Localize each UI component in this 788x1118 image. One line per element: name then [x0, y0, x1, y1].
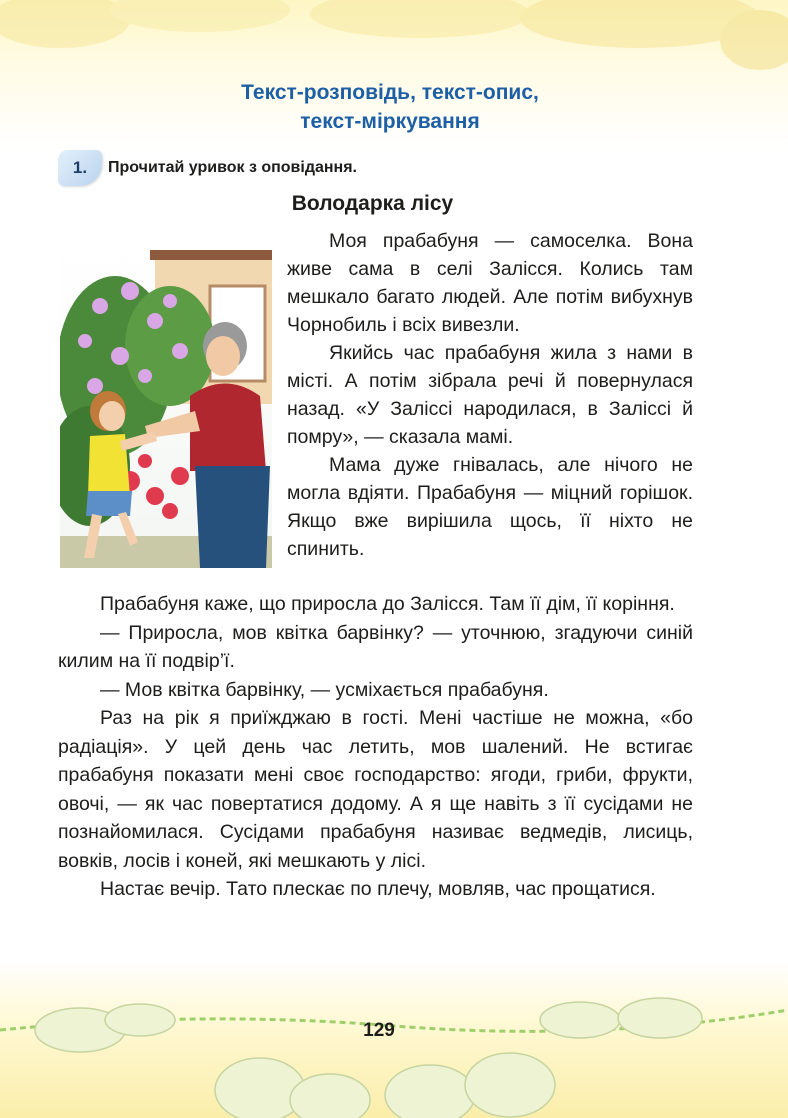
heading-line-1: Текст-розповідь, текст-опис,	[241, 81, 539, 104]
story-paragraph: Мама дуже гнівалась, але нічого не могла вдіяти. Прабабуня — міцний горішок. Якщо вже вирішила щось, її ніхто не спинить.	[287, 454, 693, 560]
bottom-leaf-decoration	[0, 990, 788, 1118]
heading-line-2: текст-міркування	[300, 110, 480, 133]
story-paragraph: Моя прабабуня — самоселка. Вона живе сама в селі Залісся. Колись там мешкало багато людей. Але потім вибухнув Чорнобиль і всіх вивезли.	[287, 230, 693, 336]
top-leaf-decoration	[0, 0, 788, 70]
task-instruction: Прочитай уривок з оповідання.	[108, 159, 357, 176]
story-paragraph: Якийсь час прабабуня жила з нами в місті. А потім зібрала речі й повернулася назад. «У Заліссі народилася, в Заліссі й помру», — сказала мамі.	[287, 342, 693, 448]
story-paragraph: Прабабуня каже, що приросла до Залісся. Там її дім, її коріння.	[100, 593, 675, 615]
story-full-width-text	[58, 590, 693, 904]
story-title: Володарка лісу	[291, 192, 454, 215]
page-number: 129	[363, 1020, 395, 1041]
story-paragraph: — Мов квітка барвінку, — усміхається прабабуня.	[100, 678, 549, 701]
story-paragraph: — Приросла, мов квітка барвінку? — уточнюю, згадуючи синій килим на її подвір’ї.	[58, 621, 693, 672]
story-illustration	[60, 246, 272, 568]
section-heading	[140, 78, 640, 136]
task-number-badge: 1.	[58, 150, 102, 186]
story-paragraph: Раз на рік я приїжджаю в гості. Мені частіше не можна, «бо радіація». У цей день час летить, мов шалений. Не встигає прабабуня показати мені своє господарство: ягоди, гриби, фрукти, овочі, — як час повертатися додому. А я ще навіть з її сусідами не познайомилася. Сусідами прабабуня називає ведмедів, лисиць, вовків, лосів і коней, які мешкають у лісі.	[58, 707, 693, 872]
task-header	[58, 148, 357, 188]
story-paragraph: Настає вечір. Тато плескає по плечу, мовляв, час прощатися.	[100, 878, 656, 900]
story-column-text	[287, 227, 693, 563]
